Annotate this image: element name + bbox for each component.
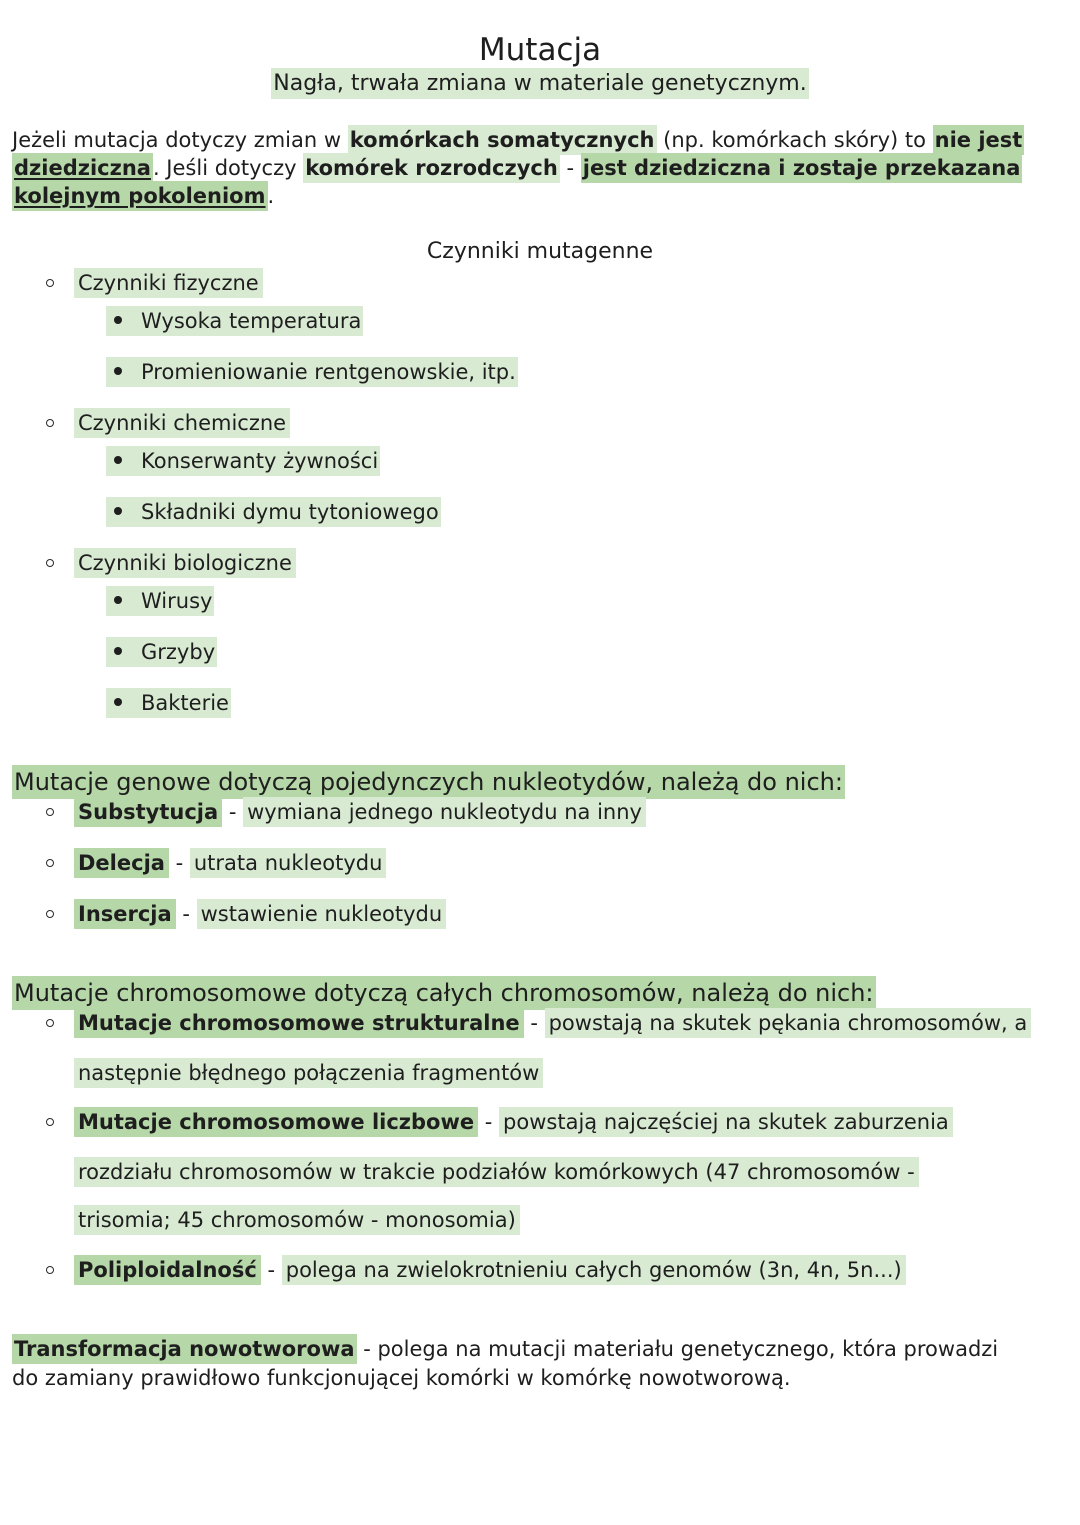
term-separator: - <box>356 1337 378 1361</box>
list-item-continuation <box>0 1158 919 1186</box>
transformation-term: Transformacja nowotworowa <box>12 1334 357 1364</box>
hollow-bullet-icon <box>46 559 54 567</box>
chromosome-description: powstają na skutek pękania chromosomów, a <box>545 1008 1032 1038</box>
mutagen-item-label: Składniki dymu tytoniowego <box>141 500 439 524</box>
list-item-continuation <box>0 1206 520 1234</box>
list-item <box>0 1256 906 1284</box>
gene-description: wymiana jednego nukleotydu na inny <box>243 797 646 827</box>
list-item <box>0 689 231 717</box>
gene-description: wstawienie nukleotydu <box>197 899 447 929</box>
intro-text: . Jeśli dotyczy <box>152 156 304 180</box>
chromosome-description: powstają najczęściej na skutek zaburzenia <box>499 1107 953 1137</box>
hollow-bullet-icon <box>46 1266 54 1274</box>
hollow-bullet-icon <box>46 419 54 427</box>
transformation-line-1 <box>12 1335 998 1363</box>
intro-text: . <box>267 184 275 208</box>
mutagen-item <box>106 497 441 527</box>
transformation-text: polega na mutacji materiału genetycznego, która prowadzi <box>377 1337 999 1361</box>
list-item <box>0 1009 1031 1037</box>
gene-term: Delecja <box>74 848 169 878</box>
mutagen-item-label: Wirusy <box>141 589 213 613</box>
list-item <box>0 849 386 877</box>
intro-line-3 <box>12 182 274 210</box>
mutagen-item <box>106 637 217 667</box>
bullet-icon <box>114 698 122 706</box>
term-separator: - <box>222 800 244 824</box>
list-item-continuation <box>0 1059 543 1087</box>
gene-term: Substytucja <box>74 797 222 827</box>
list-item <box>0 1108 953 1136</box>
list-item <box>0 307 363 335</box>
bullet-icon <box>114 507 122 515</box>
bullet-icon <box>114 367 122 375</box>
mutagen-group-chemical: Czynniki chemiczne <box>74 408 290 438</box>
transformation-line-2 <box>12 1364 791 1392</box>
intro-line-1 <box>12 126 1024 154</box>
hollow-bullet-icon <box>46 910 54 918</box>
chromosome-description: rozdziału chromosomów w trakcie podziałów komórkowych (47 chromosomów - <box>74 1157 919 1187</box>
gene-term: Insercja <box>74 899 176 929</box>
chromosome-description: trisomia; 45 chromosomów - monosomia) <box>74 1205 520 1235</box>
intro-line-2 <box>12 154 1022 182</box>
bullet-icon <box>114 456 122 464</box>
mutagen-item-label: Wysoka temperatura <box>141 309 362 333</box>
bullet-icon <box>114 647 122 655</box>
intro-highlight-reproductive: komórek rozrodczych <box>303 153 560 183</box>
gene-description: utrata nukleotydu <box>190 848 387 878</box>
term-separator: - <box>523 1011 545 1035</box>
mutagen-item <box>106 688 231 718</box>
subtitle-row <box>0 70 1080 98</box>
hollow-bullet-icon <box>46 808 54 816</box>
term-separator: - <box>478 1110 500 1134</box>
list-item <box>0 498 441 526</box>
list-item <box>0 900 446 928</box>
intro-text: (np. komórkach skóry) to <box>656 128 933 152</box>
chromosome-term: Mutacje chromosomowe strukturalne <box>74 1008 524 1038</box>
mutagen-item-label: Bakterie <box>141 691 229 715</box>
list-item <box>0 549 296 577</box>
chromosome-term: Poliploidalność <box>74 1255 261 1285</box>
hollow-bullet-icon <box>46 279 54 287</box>
intro-text: Jeżeli mutacja dotyczy zmian w <box>12 128 348 152</box>
gene-mutations-heading <box>12 766 845 798</box>
chromosome-mutations-heading-text: Mutacje chromosomowe dotyczą całych chromosomów, należą do nich: <box>12 976 876 1010</box>
list-item <box>0 798 646 826</box>
list-item <box>0 638 217 666</box>
mutagen-item-label: Grzyby <box>141 640 216 664</box>
intro-highlight-not-hereditary: nie jest <box>933 125 1025 155</box>
bullet-icon <box>114 316 122 324</box>
mutagen-item-label: Konserwanty żywności <box>141 449 379 473</box>
hollow-bullet-icon <box>46 859 54 867</box>
mutagen-item <box>106 306 363 336</box>
list-item <box>0 269 263 297</box>
mutagen-item <box>106 357 518 387</box>
hollow-bullet-icon <box>46 1118 54 1126</box>
chromosome-term: Mutacje chromosomowe liczbowe <box>74 1107 478 1137</box>
page-title: Mutacja <box>478 32 602 68</box>
mutagen-item-label: Promieniowanie rentgenowskie, itp. <box>141 360 516 384</box>
list-item <box>0 587 214 615</box>
mutagen-group-biological: Czynniki biologiczne <box>74 548 296 578</box>
term-separator: - <box>260 1258 282 1282</box>
mutagen-item <box>106 446 380 476</box>
mutagen-item <box>106 586 214 616</box>
intro-highlight-hereditary: dziedziczna <box>12 153 153 183</box>
bullet-icon <box>114 596 122 604</box>
intro-highlight-somatic: komórkach somatycznych <box>348 125 657 155</box>
term-separator: - <box>175 902 197 926</box>
list-item <box>0 358 518 386</box>
term-separator: - <box>168 851 190 875</box>
chromosome-description: następnie błędnego połączenia fragmentów <box>74 1058 543 1088</box>
gene-mutations-heading-text: Mutacje genowe dotyczą pojedynczych nukleotydów, należą do nich: <box>12 765 845 799</box>
chromosome-mutations-heading <box>12 977 876 1009</box>
intro-separator: - <box>559 156 581 180</box>
subtitle: Nagła, trwała zmiana w materiale genetycznym. <box>271 68 808 99</box>
transformation-text: do zamiany prawidłowo funkcjonującej komórki w komórkę nowotworową. <box>12 1366 791 1390</box>
mutagens-heading: Czynniki mutagenne <box>426 239 654 264</box>
intro-highlight-generations: kolejnym pokoleniom <box>12 181 268 211</box>
mutagen-group-physical: Czynniki fizyczne <box>74 268 263 298</box>
list-item <box>0 447 380 475</box>
intro-highlight-inherited: jest dziedziczna i zostaje przekazana <box>581 153 1023 183</box>
hollow-bullet-icon <box>46 1019 54 1027</box>
list-item <box>0 409 290 437</box>
chromosome-description: polega na zwielokrotnieniu całych genomów (3n, 4n, 5n...) <box>282 1255 906 1285</box>
